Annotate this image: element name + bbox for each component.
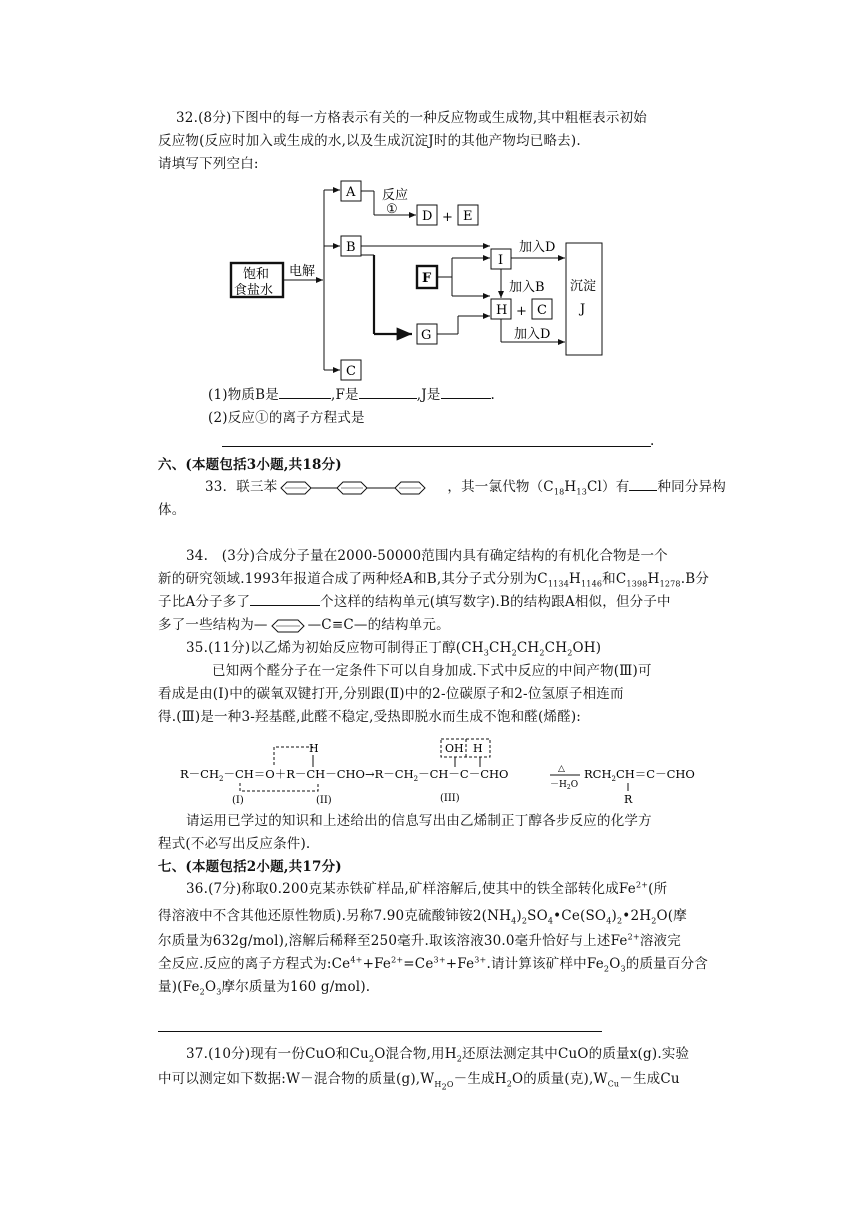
q32-line2: 反应物(反应时加入或生成的水,以及生成沉淀J时的其他产物均已略去). — [158, 133, 581, 149]
svg-text:I: I — [498, 253, 504, 268]
section-7-heading: 七、(本题包括2小题,共17分) — [158, 859, 342, 875]
svg-text:－H2O: $-H_2O$ — [550, 780, 579, 791]
q36-line4: 全反应.反应的离子方程式为$:Ce^{4+}+Fe^{2+}=Ce^{3+}+Fe^{3+}$.请计算该矿样中$Fe_2O_3$的质量百分含 — [158, 955, 708, 974]
q35-line6: 程式(不必写出反应条件). — [158, 836, 311, 852]
box-brine-line2: 食盐水 — [234, 283, 274, 298]
answer-blank-F[interactable] — [359, 386, 417, 399]
svg-text:F: F — [422, 271, 432, 286]
label-I: (I) — [232, 795, 244, 806]
q37-line1: 37.(10分)现有一份CuO和$Cu_2O$混合物,用$H_2$还原法测定其中CuO的质量x(g).实验 — [186, 1046, 690, 1064]
precip-label: 沉淀 — [570, 279, 597, 294]
reaction-number: ① — [386, 202, 398, 217]
svg-text:R－CH2－CH＝O＋R－CH－CHO→R－CH2－CH－C: $R-CH_2-CH=O+R-CH-CHO\to R-CH_2-CH-C-CHO$ — [180, 767, 509, 783]
q32-sub1: (1)物质B是 ,F是 ,J是 . — [208, 387, 496, 403]
answer-blank-q34[interactable] — [250, 593, 320, 606]
q36-line1: 36.(7分)称取0.200克某赤铁矿样品,矿样溶解后,使其中的铁全部转化成$Fe^{2+}$(所 — [186, 880, 668, 897]
q33-line1: 33．联三苯 ，其一氯代物$(C_{18}H_{13}Cl)$有 种同分异构 — [205, 479, 726, 497]
q34-line4: 多了一些结构为— —C≡C—的结构单元。 — [158, 617, 450, 633]
reaction-flow-diagram — [0, 0, 865, 400]
q35-line4: 得.(Ⅲ)是一种3-羟基醛,此醛不稳定,受热即脱水而生成不饱和醛(烯醛): — [158, 709, 582, 725]
svg-text:G: G — [421, 328, 432, 343]
q34-line2: 新的研究领域.1993年报道合成了两种烃A和B,其分子式分别为$C_{1134}H_{1146}$和$C_{1398}H_{1278}.B$分 — [158, 571, 710, 589]
q33-line2: 体。 — [158, 502, 186, 518]
svg-text:D: D — [422, 209, 433, 224]
add-D-label-1: 加入D — [519, 240, 556, 255]
q35-line5: 请运用已学过的知识和上述给出的信息写出由乙烯制正丁醇各步反应的化学方 — [186, 813, 652, 829]
svg-text:R: R — [624, 793, 633, 806]
q32-line3: 请填写下列空白: — [158, 156, 259, 172]
svg-text:OH: OH — [445, 742, 464, 755]
terphenyl-structure — [277, 481, 447, 495]
q34-line3: 子比A分子多了 个这样的结构单元(填写数字).B的结构跟A相似，但分子中 — [158, 594, 671, 610]
answer-blank-B[interactable] — [279, 386, 331, 399]
box-brine-line1: 饱和 — [243, 267, 270, 282]
q35-line3: 看成是由(Ⅰ)中的碳氧双键打开,分别跟(Ⅱ)中的2-位碳原子和2-位氢原子相连而 — [158, 686, 624, 702]
svg-text:J: J — [580, 302, 586, 317]
electrolysis-label: 电解 — [289, 264, 316, 279]
reaction-label: 反应 — [382, 188, 409, 203]
add-D-label-2: 加入D — [514, 327, 551, 342]
svg-text:E: E — [463, 209, 473, 224]
svg-text:H: H — [496, 303, 508, 318]
q32-sub2: (2)反应①的离子方程式是 — [208, 410, 365, 426]
label-II: (II) — [316, 795, 332, 806]
section-divider — [158, 1031, 602, 1032]
q34-line1: 34. (3分)合成分子量在2000-50000范围内具有确定结构的有机化合物是一个 — [186, 548, 668, 564]
q36-line3: 尔质量为632g/mol),溶解后稀释至250毫升.取该溶液30.0毫升恰好与上述$Fe^{2+}$溶液完 — [158, 932, 681, 949]
svg-text:RCH2CH＝C－CHO: $RCH_2CH=C-CHO$ — [584, 767, 695, 783]
svg-text:B: B — [346, 240, 356, 255]
answer-blank-J[interactable] — [441, 386, 491, 399]
svg-text:H: H — [309, 742, 319, 755]
heat-symbol: △ — [558, 764, 565, 774]
benzene-ring-icon — [268, 619, 308, 633]
add-B-label: 加入B — [509, 280, 545, 295]
q36-line5: 量)($Fe_2O_3$摩尔质量为160 g/mol). — [158, 979, 371, 997]
aldol-reaction-equation — [0, 735, 865, 815]
q35-line1: 35.(11分)以乙烯为初始反应物可制得正丁醇$(CH_3CH_2CH_2CH_2OH)$ — [186, 640, 602, 658]
q37-line2: 中可以测定如下数据:W－混合物的质量$(g),W_{H_2O}-$生成$H_2O$的质量(克)$,W_{Cu}-$生成Cu — [158, 1071, 680, 1092]
svg-text:+: + — [516, 304, 527, 319]
q35-line2: 已知两个醛分子在一定条件下可以自身加成.下式中反应的中间产物(Ⅲ)可 — [212, 663, 652, 679]
answer-blank-q33[interactable] — [629, 478, 657, 491]
answer-line-q32[interactable] — [222, 446, 651, 447]
q36-line2: 得溶液中不含其他还原性物质).另称7.90克硫酸铈铵$2(NH_4)_2SO_4•Ce(SO_4)_2•2H_2O$(摩 — [158, 908, 687, 926]
section-6-heading: 六、(本题包括3小题,共18分) — [158, 457, 342, 473]
svg-text:C: C — [537, 303, 547, 318]
box-J — [566, 243, 602, 355]
q32-line1: 32.(8分)下图中的每一方格表示有关的一种反应物或生成物,其中粗框表示初始 — [176, 110, 647, 126]
svg-text:C: C — [346, 364, 356, 379]
svg-text:A: A — [346, 185, 356, 200]
svg-text:+: + — [442, 210, 453, 225]
svg-text:H: H — [473, 742, 483, 755]
label-III: (III) — [440, 793, 460, 804]
